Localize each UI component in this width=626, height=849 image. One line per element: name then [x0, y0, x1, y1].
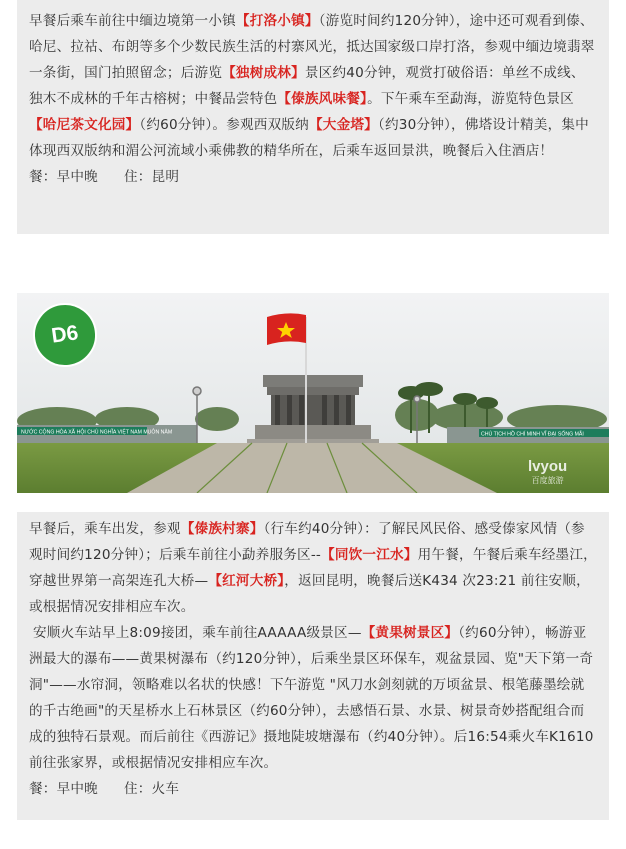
meals-label: 餐：早中晚	[29, 169, 98, 185]
itinerary-text: （游览时间约120分钟），途中还可观看到傣、哈尼、拉祜、布朗等多个少数民族生活的村寨风光，抵达国家级口岸打洛，参观中缅边境翡翠一条街，国门拍照留念；后游览	[29, 13, 595, 81]
meals-label: 餐：早中晚	[29, 781, 98, 797]
day6-itinerary-card	[17, 512, 609, 820]
highlighted-attraction: 【哈尼茶文化园】	[29, 117, 140, 133]
itinerary-text: （约30分钟），佛塔设计精美，集中体现西双版纳和湄公河流域小乘佛教的精华所在，后乘车返回景洪，晚餐后入住酒店！	[29, 117, 589, 159]
banner-right: CHỦ TỊCH HỒ CHÍ MINH VĨ ĐẠI SỐNG MÃI	[481, 431, 584, 438]
itinerary-text: 早餐后乘车前往中缅边境第一小镇	[29, 13, 236, 29]
itinerary-text: 景区约40分钟，观赏打破俗语：单丝不成线、独木不成林的千年古榕树；中餐品尝特色	[29, 65, 585, 107]
stay-label: 住：昆明	[123, 169, 180, 185]
vietnam-flag	[267, 313, 306, 345]
day5-meal-info	[29, 164, 597, 190]
day5-description	[29, 8, 597, 164]
ho-chi-minh-mausoleum-photo	[17, 293, 609, 493]
itinerary-text: 。下午乘车至勐海，游览特色景区	[367, 91, 574, 107]
stay-label: 住：火车	[123, 781, 180, 797]
itinerary-text: （行车约40分钟）：了解民风民俗、感受傣家风情（参观时间约120分钟）；后乘车前往小勐养服务区--	[29, 521, 585, 563]
day-badge: D6	[29, 299, 101, 371]
highlighted-attraction: 【打洛小镇】	[235, 13, 319, 29]
itinerary-text: 安顺火车站早上8:09接团，乘车前往AAAAA级景区—	[33, 625, 362, 641]
itinerary-text: （约60分钟）。参观西双版纳	[139, 117, 309, 133]
watermark-text: lvyou	[528, 458, 568, 475]
highlighted-attraction: 【独树成林】	[222, 65, 305, 81]
highlighted-attraction: 【傣族村寨】	[180, 521, 264, 537]
highlighted-attraction: 【黄果树景区】	[361, 625, 459, 641]
banner-left: NƯỚC CỘNG HÒA XÃ HỘI CHỦ NGHĨA VIỆT NAM MUÔN NĂM	[21, 429, 173, 436]
highlighted-attraction: 【同饮一江水】	[321, 547, 418, 563]
day6-description-2	[29, 620, 597, 776]
highlighted-attraction: 【大金塔】	[308, 117, 378, 133]
highlighted-attraction: 【红河大桥】	[208, 573, 285, 589]
mausoleum-scene	[17, 293, 609, 493]
watermark-subtext: 百度旅游	[531, 476, 564, 485]
lvyou-watermark	[528, 460, 567, 488]
itinerary-text: ，返回昆明，晚餐后送K434 次23:21 前往安顺，或根据情况安排相应车次。	[29, 573, 590, 615]
day6-meal-info	[29, 776, 597, 802]
day6-description-1	[29, 516, 597, 620]
itinerary-text: 用午餐，午餐后乘车经墨江，穿越世界第一高架连孔大桥—	[29, 547, 597, 589]
day5-itinerary-card	[17, 0, 609, 234]
itinerary-text: （约60分钟），畅游亚洲最大的瀑布——黄果树瀑布（约120分钟），后乘坐景区环保车，观盆景园、览"天下第一奇洞"——水帘洞，领略难以名状的快感！下午游览 "风刀水剑刻就的万顷盆景、根笔藤墨绘就的千古绝画"的天星桥水上石林景区（约60分钟），去感悟石景、水景、树景奇妙搭配组合而成的独特石景观。而后前往《西游记》摄地陡坡塘瀑布（约40分钟）。后16:54乘火车K1610前往张家界，或根据情况安排相应车次。	[29, 625, 594, 771]
highlighted-attraction: 【傣族风味餐】	[277, 91, 368, 107]
itinerary-text: 早餐后，乘车出发，参观	[29, 521, 181, 537]
